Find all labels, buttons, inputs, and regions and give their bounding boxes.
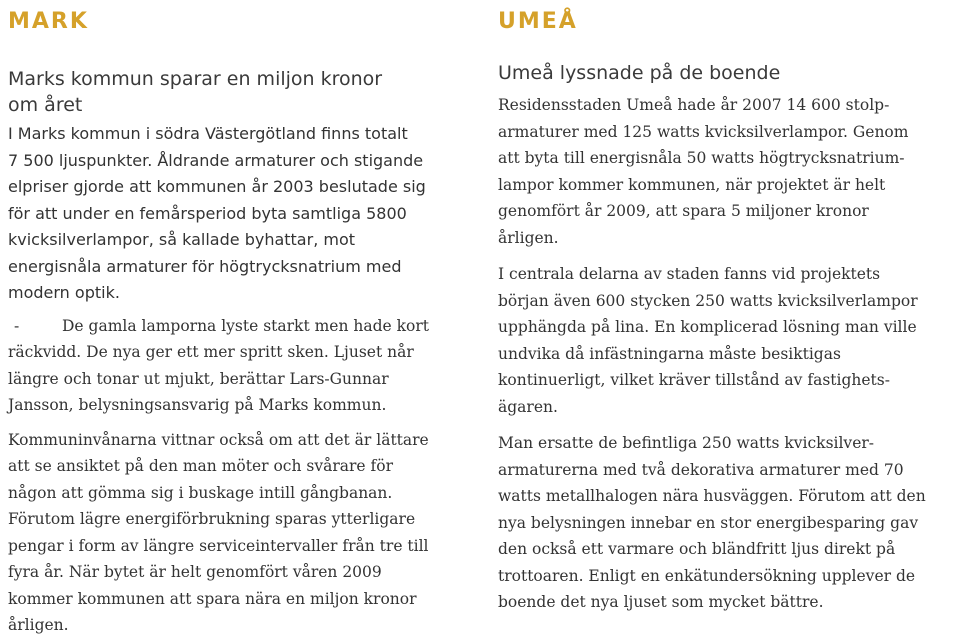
paragraph-intro: I Marks kommun i södra Västergötland finns totalt 7 500 ljuspunkter. Åldrande armaturer och stigande elpriser gjorde att kommunen år 2003 beslutade sig för att under en femårsperiod byta samtliga 5800 kvicksilverlampor, så kallade byhattar, mot energisnåla armaturer för högtrycksnatrium med modern optik. (8, 124, 426, 302)
section-title-umea: UMEÅ (498, 9, 578, 34)
paragraph-umea-1: Residensstaden Umeå hade år 2007 14 600 stolp- armaturer med 125 watts kvicksilverlampor. Genom att byta till energisnåla 50 watts högtrycksnatrium- lampor kommer kommunen, när projektet är helt genomfört år 2009, att spara 5 miljoner kronor årligen. (498, 96, 909, 247)
paragraph-umea-2: I centrala delarna av staden fanns vid projektets början även 600 stycken 250 watts kvicksilverlampor upphängda på lina. En komplicerad lösning man ville undvika då infästningarna måste besiktigas kontinuerligt, vilket kräver tillstånd av fastighets- ägaren. (498, 265, 918, 416)
quote-dash: - (14, 316, 20, 335)
left-column (8, 0, 476, 639)
paragraph-umea-3: Man ersatte de befintliga 250 watts kvicksilver- armaturerna med två dekorativa armaturer med 70 watts metallhalogen nära husväggen. Förutom att den nya belysningen innebar en stor energibesparing gav den också ett varmare och bländfritt ljus direkt på trottoaren. Enligt en enkätundersökning upplever de boende det nya ljuset som mycket bättre. (498, 434, 926, 611)
paragraph-residents: Kommuninvånarna vittnar också om att det är lättare att se ansiktet på den man möter och svårare för någon att gömma sig i buskage intill gångbanan. Förutom lägre energiförbrukning sparas ytterligare pengar i form av längre serviceintervaller från tre till fyra år. När bytet är helt genomfört våren 2009 kommer kommunen att spara nära en miljon kronor årligen. (8, 430, 429, 634)
paragraph-quote: - De gamla lamporna lyste starkt men hade kort räckvidd. De nya ger ett mer spritt sken. Ljuset når längre och tonar ut mjukt, berättar Lars-Gunnar Jansson, belysningsansvarig på Marks kommun. (8, 313, 476, 419)
article-headline-umea: Umeå lyssnade på de boende (498, 62, 781, 84)
section-title-mark: MARK (8, 9, 89, 34)
article-headline-mark: Marks kommun sparar en miljon kronor om året (8, 68, 383, 116)
right-column (498, 0, 958, 616)
